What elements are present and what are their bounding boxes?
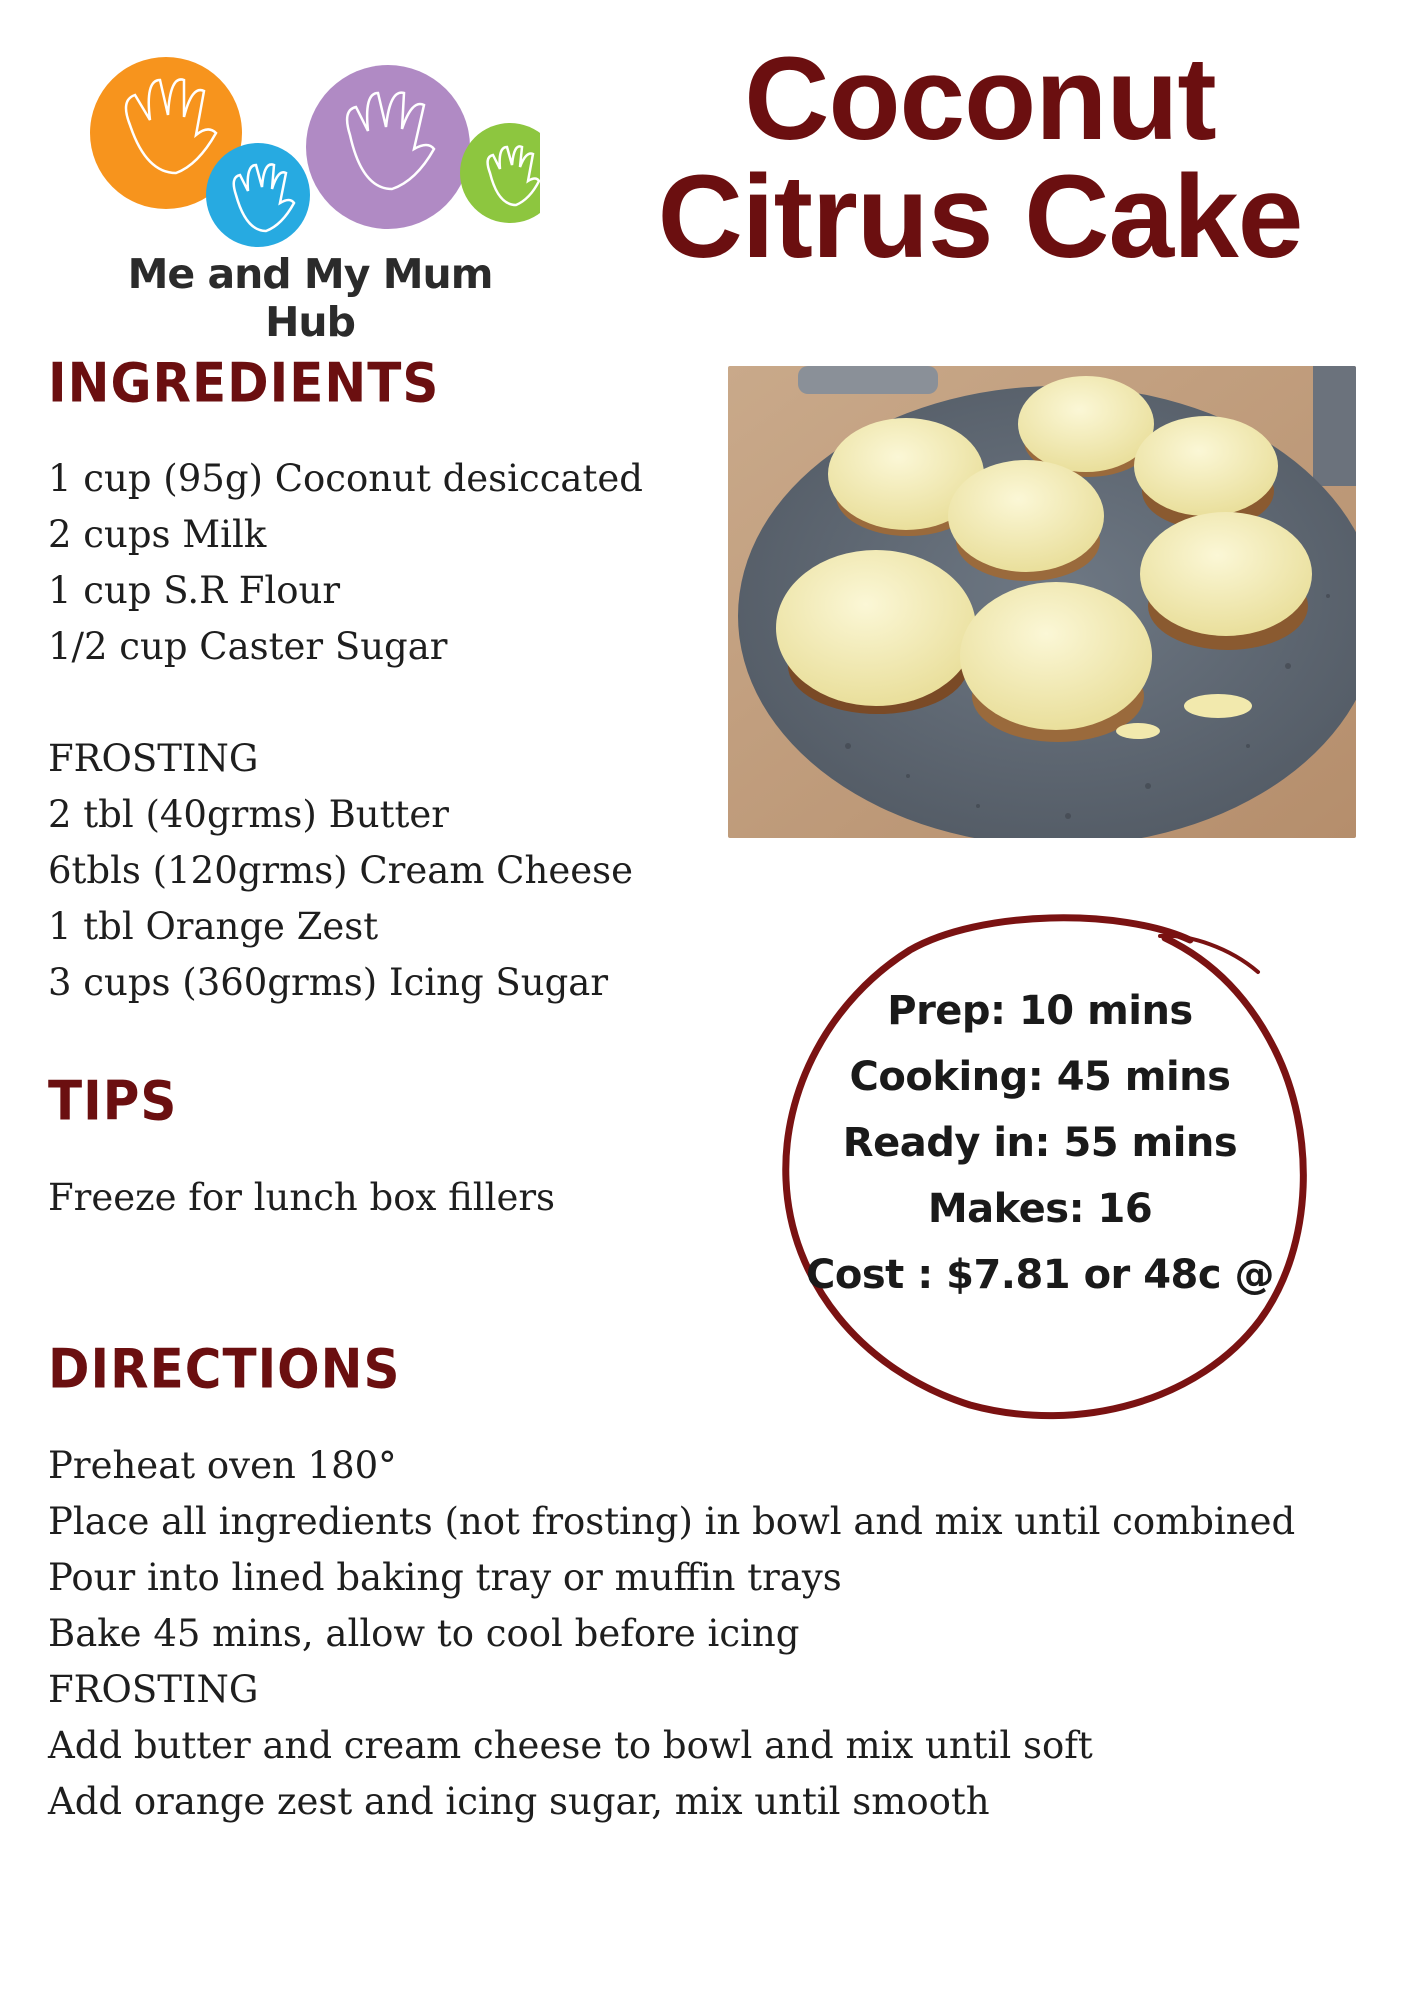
- directions-heading: DIRECTIONS: [48, 1338, 401, 1401]
- recipe-info: [760, 978, 1320, 1308]
- prep-time: Prep: 10 mins: [887, 988, 1193, 1034]
- direction-step: FROSTING: [48, 1668, 259, 1711]
- direction-step: Place all ingredients (not frosting) in bowl and mix until combined: [48, 1500, 1296, 1543]
- frosting-item: 1 tbl Orange Zest: [48, 905, 379, 948]
- direction-step: Preheat oven 180°: [48, 1444, 397, 1487]
- direction-step: Add orange zest and icing sugar, mix until smooth: [48, 1780, 990, 1823]
- brand-logo: [80, 55, 540, 346]
- title-line-2: Citrus Cake: [657, 151, 1303, 283]
- direction-step: Bake 45 mins, allow to cool before icing: [48, 1612, 800, 1655]
- tips-heading: TIPS: [48, 1070, 178, 1133]
- direction-step: Pour into lined baking tray or muffin trays: [48, 1556, 842, 1599]
- frosting-item: 3 cups (360grms) Icing Sugar: [48, 961, 609, 1004]
- ingredient-item: 1 cup (95g) Coconut desiccated: [48, 457, 643, 500]
- cooking-time: Cooking: 45 mins: [849, 1054, 1231, 1100]
- ingredient-item: 2 cups Milk: [48, 513, 267, 556]
- brand-name: Me and My Mum Hub: [127, 250, 493, 346]
- hands-logo-icon: [80, 55, 540, 255]
- frosting-item: 6tbls (120grms) Cream Cheese: [48, 849, 633, 892]
- makes-count: Makes: 16: [927, 1186, 1153, 1232]
- title-line-1: Coconut: [744, 33, 1216, 165]
- direction-step: Add butter and cream cheese to bowl and mix until soft: [48, 1724, 1093, 1767]
- ingredients-list: [48, 451, 643, 1011]
- recipe-info-circle: [760, 900, 1320, 1440]
- tips-text: Freeze for lunch box fillers: [48, 1176, 556, 1219]
- list-spacer: [48, 675, 643, 731]
- ingredient-item: 1 cup S.R Flour: [48, 569, 341, 612]
- ingredients-heading: INGREDIENTS: [48, 352, 440, 415]
- cost: Cost : $7.81 or 48c @: [806, 1252, 1274, 1298]
- cake-photo: [728, 366, 1356, 838]
- ingredient-item: 1/2 cup Caster Sugar: [48, 625, 448, 668]
- recipe-title: [590, 33, 1370, 283]
- directions-list: [48, 1438, 1295, 1830]
- frosting-label: FROSTING: [48, 737, 259, 780]
- frosting-item: 2 tbl (40grms) Butter: [48, 793, 449, 836]
- ready-time: Ready in: 55 mins: [842, 1120, 1238, 1166]
